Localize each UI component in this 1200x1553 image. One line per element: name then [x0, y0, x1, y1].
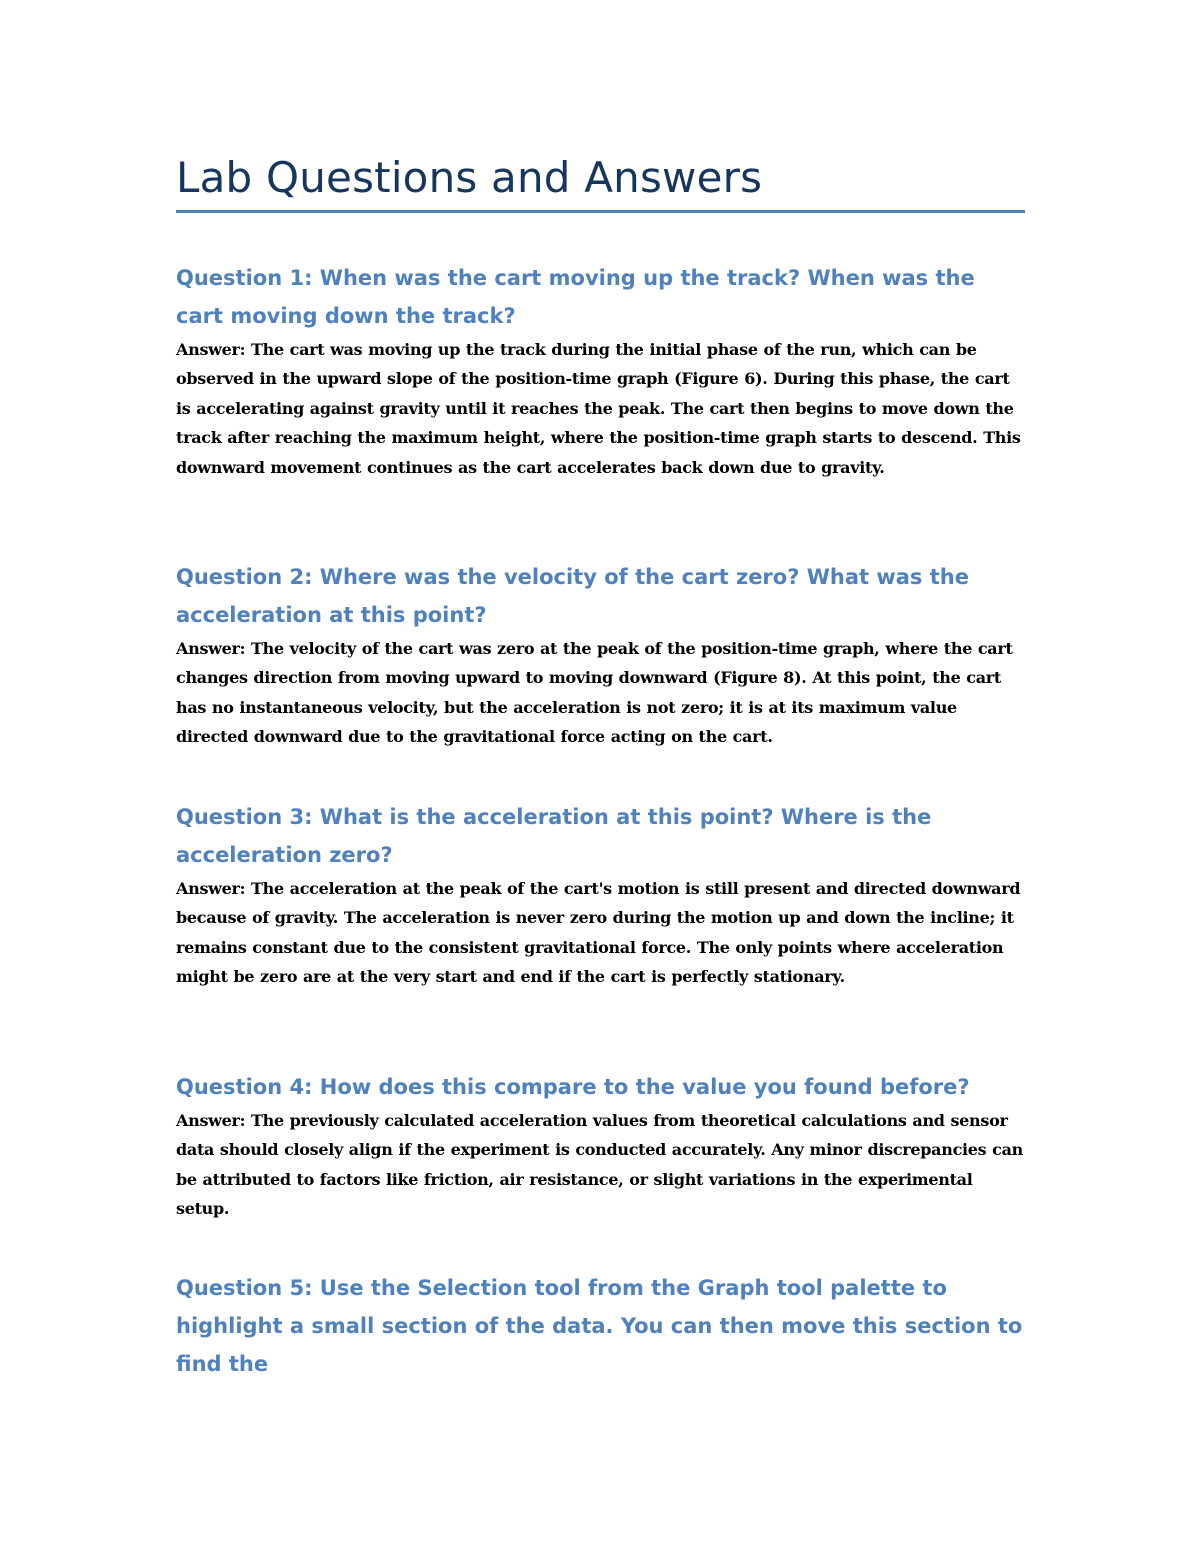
answer-4-body: The previously calculated acceleration values from theoretical calculations and sensor data should closely align if the experiment is conducted accurately. Any minor discrepancies can be attributed to factors like friction, air resistance, or slight variations in the experimental setup. [176, 1111, 1023, 1219]
answer-3-text [176, 874, 1026, 992]
answer-2-body: The velocity of the cart was zero at the peak of the position-time graph, where the cart changes direction from moving upward to moving downward (Figure 8). At this point, the cart has no instantaneous velocity, but the acceleration is not zero; it is at its maximum value directed downward due to the gravitational force acting on the cart. [176, 639, 1013, 747]
answer-1-text [176, 335, 1026, 482]
qa-section-5 [176, 1269, 1026, 1383]
answer-3-body: The acceleration at the peak of the cart's motion is still present and directed downward because of gravity. The acceleration is never zero during the motion up and down the incline; it remains constant due to the consistent gravitational force. The only points where acceleration might be zero are at the very start and end if the cart is perfectly stationary. [176, 879, 1021, 987]
answer-4-text [176, 1106, 1026, 1224]
qa-section-1 [176, 259, 1026, 482]
page-title: Lab Questions and Answers [176, 153, 763, 202]
qa-section-2 [176, 558, 1026, 752]
question-3-heading: Question 3: What is the acceleration at this point? Where is the acceleration zero? [176, 805, 932, 867]
answer-1-body: The cart was moving up the track during the initial phase of the run, which can be observed in the upward slope of the position-time graph (Figure 6). During this phase, the cart is accelerating against gravity until it reaches the peak. The cart then begins to move down the track after reaching the maximum height, where the position-time graph starts to descend. This downward movement continues as the cart accelerates back down due to gravity. [176, 340, 1021, 477]
qa-section-3 [176, 798, 1026, 992]
answer-2-label: Answer: [176, 639, 246, 658]
question-4-heading: Question 4: How does this compare to the value you found before? [176, 1075, 970, 1099]
question-1-heading: Question 1: When was the cart moving up the track? When was the cart moving down the track? [176, 266, 975, 328]
answer-4-label: Answer: [176, 1111, 246, 1130]
title-underline-rule [176, 210, 1025, 213]
answer-1-label: Answer: [176, 340, 246, 359]
answer-2-text [176, 634, 1026, 752]
question-5-heading: Question 5: Use the Selection tool from the Graph tool palette to highlight a small section of the data. You can then move this section to find the [176, 1276, 1023, 1376]
question-2-heading: Question 2: Where was the velocity of the cart zero? What was the acceleration at this point? [176, 565, 969, 627]
qa-section-4 [176, 1068, 1026, 1224]
answer-3-label: Answer: [176, 879, 246, 898]
